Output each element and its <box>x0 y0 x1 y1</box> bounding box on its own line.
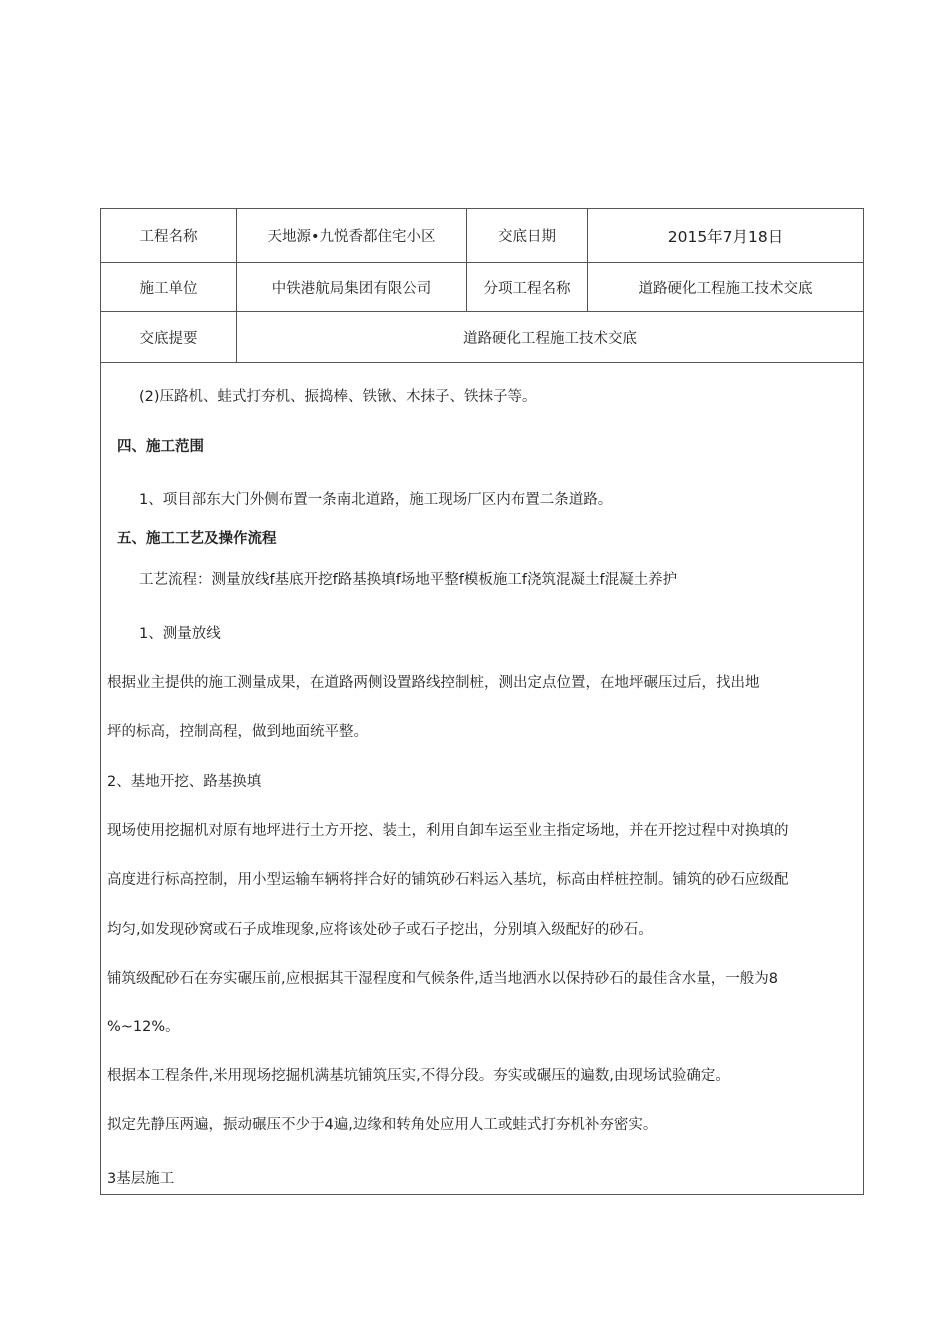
subproject-label: 分项工程名称 <box>466 263 587 311</box>
date-label: 交底日期 <box>466 209 587 262</box>
process-flow-line: 工艺流程：测量放线f基底开挖f路基换填f场地平整f模板施工f浇筑混凝土f混凝土养护 <box>139 572 678 588</box>
paragraph-line: 铺筑级配砂石在夯实碾压前,应根据其干湿程度和气候条件,适当地洒水以保持砂石的最佳含水量，一般为8 <box>107 971 778 987</box>
scope-line: 1、项目部东大门外侧布置一条南北道路，施工现场厂区内布置二条道路。 <box>139 492 613 508</box>
subproject-value: 道路硬化工程施工技术交底 <box>587 263 863 311</box>
equipment-line: (2)压路机、蛙式打夯机、振捣棒、铁锹、木抹子、铁抹子等。 <box>139 389 537 405</box>
paragraph-line: 现场使用挖掘机对原有地坪进行土方开挖、装土，利用自卸车运至业主指定场地，并在开挖过程中对换填的 <box>107 823 789 839</box>
paragraph-line: 坪的标高，控制高程，做到地面统平整。 <box>107 724 368 740</box>
paragraph-line: 高度进行标高控制，用小型运输车辆将拌合好的铺筑砂石料运入基坑，标高由样桩控制。铺筑的砂石应级配 <box>107 872 789 888</box>
summary-value: 道路硬化工程施工技术交底 <box>236 312 863 362</box>
unit-label: 施工单位 <box>139 280 198 297</box>
subheading-survey: 1、测量放线 <box>139 626 221 642</box>
disclosure-form <box>100 208 864 1195</box>
paragraph-line: 均匀,如发现砂窝或石子成堆现象,应将该处砂子或石子挖出，分别填入级配好的砂石。 <box>107 922 653 938</box>
header-row-2 <box>101 263 863 312</box>
date-value: 2015年7月18日 <box>587 209 863 262</box>
section-heading-scope: 四、施工范围 <box>117 439 204 455</box>
header-row-1 <box>101 209 863 263</box>
project-name-value: 天地源•九悦香都住宅小区 <box>236 209 466 262</box>
paragraph-line: 根据业主提供的施工测量成果，在道路两侧设置路线控制桩，测出定点位置，在地坪碾压过后，找出地 <box>107 675 760 691</box>
subheading-excavation: 2、基地开挖、路基换填 <box>107 774 262 790</box>
paragraph-line: 根据本工程条件,米用现场挖掘机满基坑铺筑压实,不得分段。夯实或碾压的遍数,由现场试验确定。 <box>107 1068 730 1084</box>
paragraph-line: %~12%。 <box>107 1019 180 1035</box>
header-row-3 <box>101 312 863 363</box>
summary-label: 交底提要 <box>139 330 198 347</box>
paragraph-line: 拟定先静压两遍，振动碾压不少于4遍,边缘和转角处应用人工或蛙式打夯机补夯密实。 <box>107 1117 658 1133</box>
project-name-label: 工程名称 <box>139 229 198 245</box>
subheading-base-layer: 3基层施工 <box>107 1171 175 1187</box>
unit-value: 中铁港航局集团有限公司 <box>236 263 466 311</box>
section-heading-process: 五、施工工艺及操作流程 <box>117 531 277 547</box>
